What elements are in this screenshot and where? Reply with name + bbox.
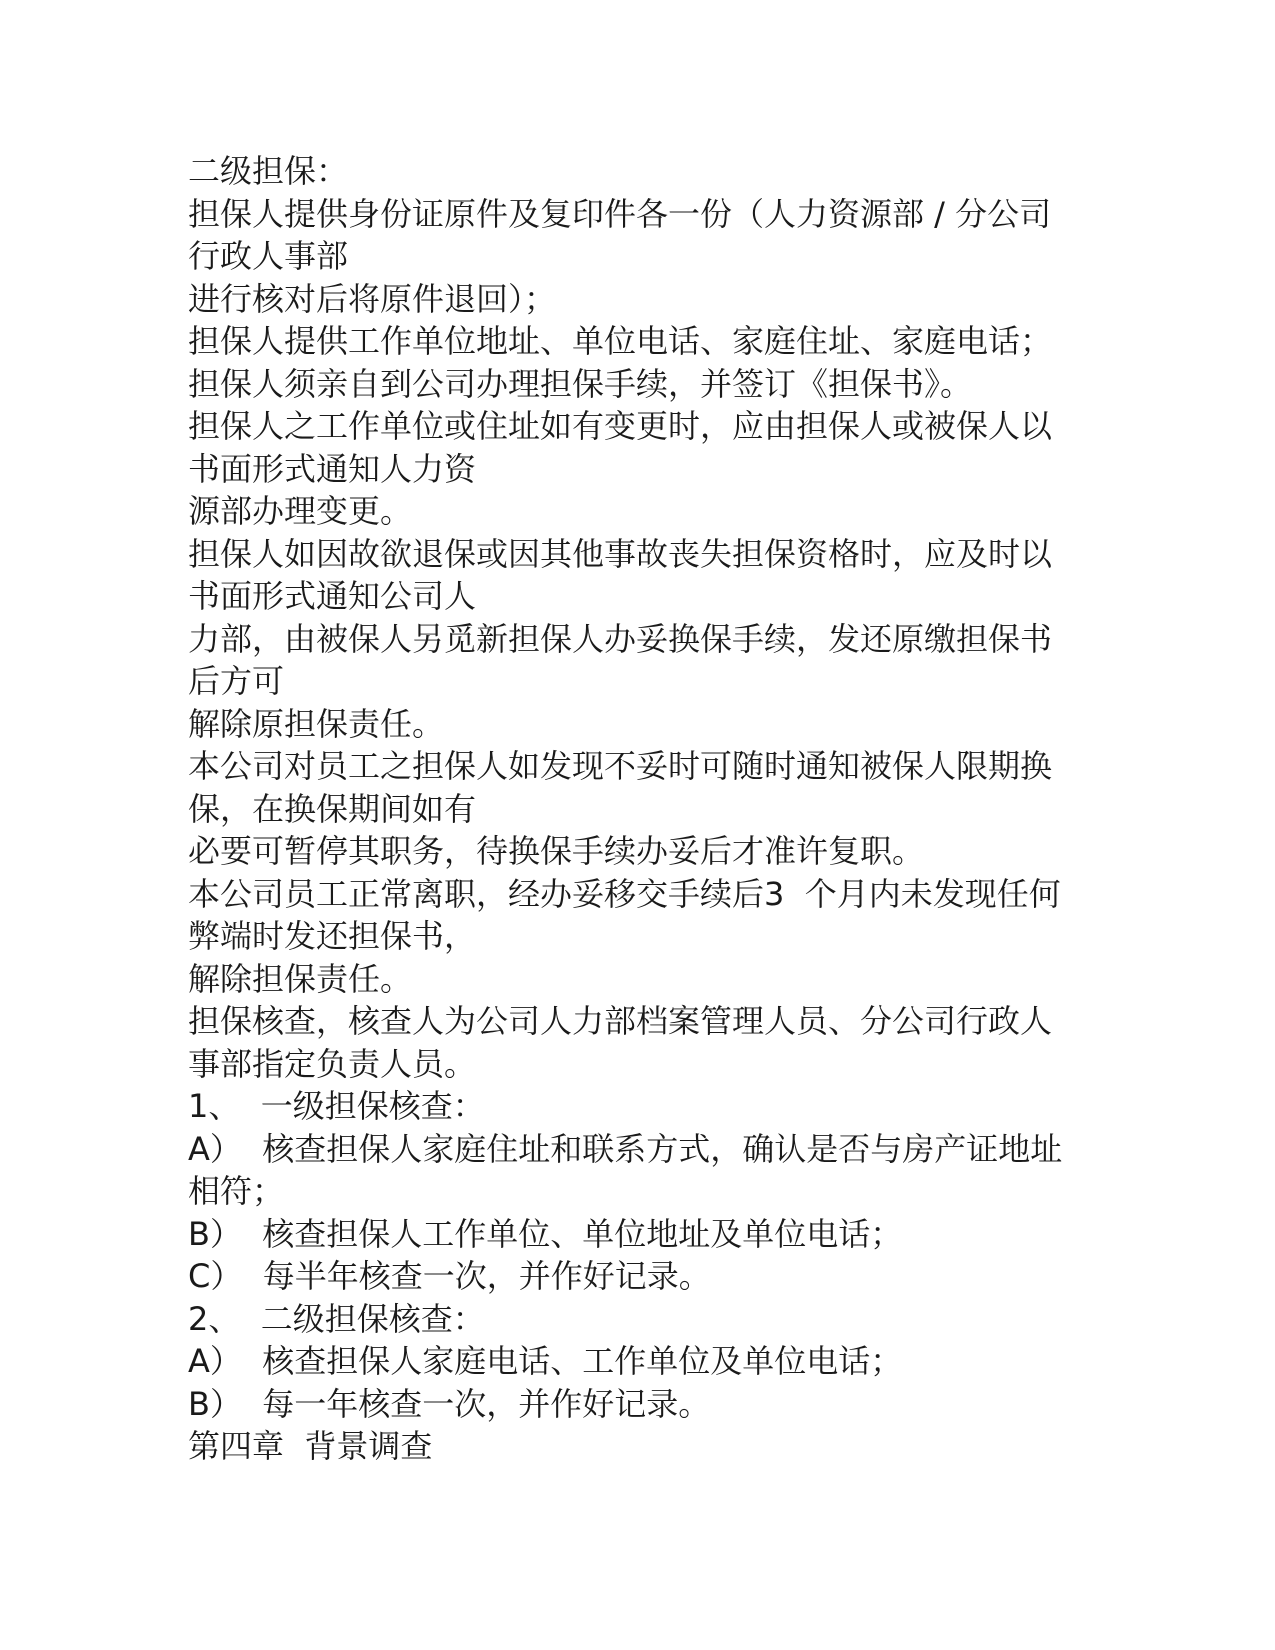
list-heading-level2-check: 2、 二级担保核查： — [188, 1299, 485, 1338]
paragraph-line: 本公司员工正常离职，经办妥移交手续后3 个月内未发现任何 — [188, 874, 1061, 913]
paragraph-line: 行政人事部 — [188, 237, 349, 275]
list-item: B） 每一年核查一次，并作好记录。 — [188, 1384, 711, 1423]
paragraph-line: 担保人提供身份证原件及复印件各一份（人力资源部 / 分公司 — [188, 194, 1052, 233]
paragraph-line: 担保核查，核查人为公司人力部档案管理人员、分公司行政人 — [188, 1002, 1053, 1040]
paragraph-line: 担保人提供工作单位地址、单位电话、家庭住址、家庭电话； — [188, 322, 1053, 360]
list-item: A） 核查担保人家庭电话、工作单位及单位电话； — [188, 1342, 903, 1380]
list-item-continuation: 相符； — [188, 1172, 285, 1210]
paragraph-line: 进行核对后将原件退回）； — [188, 279, 557, 318]
paragraph-line: 解除原担保责任。 — [188, 704, 445, 743]
paragraph-line: 担保人须亲自到公司办理担保手续，并签订《担保书》。 — [188, 364, 973, 403]
paragraph-line: 力部，由被保人另觅新担保人办妥换保手续，发还原缴担保书 — [188, 619, 1053, 658]
list-item: C） 每半年核查一次，并作好记录。 — [188, 1257, 711, 1295]
paragraph-line: 保，在换保期间如有 — [188, 789, 477, 828]
paragraph-line: 书面形式通知公司人 — [188, 577, 477, 615]
paragraph-line: 弊端时发还担保书， — [188, 917, 477, 955]
paragraph-line: 担保人如因故欲退保或因其他事故丧失担保资格时，应及时以 — [188, 534, 1053, 573]
paragraph-line: 担保人之工作单位或住址如有变更时，应由担保人或被保人以 — [188, 407, 1053, 445]
paragraph-line: 后方可 — [188, 662, 285, 700]
list-item: B） 核查担保人工作单位、单位地址及单位电话； — [188, 1214, 903, 1253]
paragraph-line: 书面形式通知人力资 — [188, 449, 477, 488]
paragraph-line: 事部指定负责人员。 — [188, 1044, 477, 1083]
document-body — [188, 150, 1088, 1468]
list-item: A） 核查担保人家庭住址和联系方式，确认是否与房产证地址 — [188, 1129, 1063, 1168]
paragraph-line: 解除担保责任。 — [188, 959, 413, 998]
paragraph-line: 必要可暂停其职务，待换保手续办妥后才准许复职。 — [188, 832, 925, 870]
paragraph-line: 本公司对员工之担保人如发现不妥时可随时通知被保人限期换 — [188, 747, 1053, 785]
section-heading-level2-guarantee: 二级担保： — [188, 152, 349, 190]
list-heading-level1-check: 1、 一级担保核查： — [188, 1087, 485, 1125]
chapter-heading: 第四章 背景调查 — [188, 1427, 433, 1465]
paragraph-line: 源部办理变更。 — [188, 492, 413, 530]
